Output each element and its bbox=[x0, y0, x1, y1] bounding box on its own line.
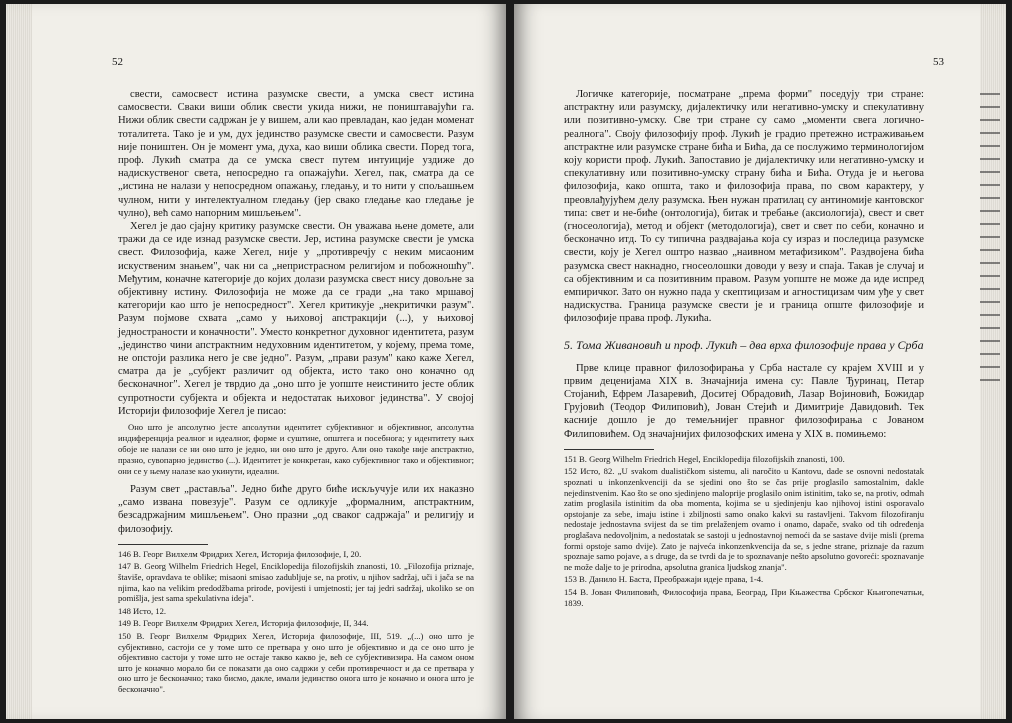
footnote: 150 В. Георг Вилхелм Фридрих Хегел, Историја филозофије, III, 519. „(...) оно што је субјективно, састоји се у томе што се претвара у оно што је објективно и да се оно што је објективно састоји у томе што не остаје такво какво је, већ се субјективизира. На самом оном што је коначно морало би се показати да оно садржи у себи противречност и да се претвара у оно што је бесконачно; тако бисмо, дакле, имали јединство онога што је коначно и онога што је бесконачно". bbox=[118, 631, 474, 695]
paragraph: свести, самосвест истина разумске свести, а умска свест истина самосвести. Сваки виши облик свести укида нижи, не поништавајући га. Нижи облик свести садржан је у вишем, али као превладан, као један моменат тоталитета. Тако је и ум, дух јединство разумске свести и самосвести. Разум није поништен. Он је момент ума, духа, као виши облика свести. Поред тога, проф. Лукић сматра да се умска свест путем интуиције уздиже до надискуственог света, непосредно га опажајући. Хегел, пак, сматра да се „истина не налази у непосредном опажању, гледању, и то нити у спољашњем чулном, нити у интелектуалном гледању (јер свако гледање као гледање је чулно), већ само напорним мишљењем". bbox=[118, 89, 474, 219]
block-quote: Оно што је апсолутно јесте апсолутни идентитет субјективног и објективног, апсолутна индиференција реалног и идеалног, форме и суштине, општега и посебнога; у идентитету њих обоје не налази се ни оно што је једно, ни оно што је друго. Али оно такође није апстрактно, празно, сувопарно јединство (...). Идентитет је конкретан, како субјективног тако и објективног; они се у њему налазе као укинути, идеални. bbox=[118, 422, 474, 477]
margin-bleed bbox=[980, 84, 1000, 384]
footnote: 153 В. Данило Н. Баста, Преображаји идеје права, 1-4. bbox=[564, 574, 764, 585]
paragraph: Хегел је дао сјајну критику разумске свести. Он уважава њене домете, али тражи да се иде изнад разумске свести. Јер, истина разумске свести је умска свест. Филозофија, каже Хегел, није у „противречју с неким мисаоним искуственим знањем", чак ни са „непристрасном религијом и побожношћу". Међутим, коначне категорије до којих долази разумска свест нису довољне за објективну истину. Филозофија не може да се гради „на тако мршавој категорији као што је непосредност". Хегел критикује „некритички разум". Разум појмове схвата „само у њиховој апстракцији (...), у њиховој једностраности и коначности". Уместо конкретног духовног идентитета, разум „јединство чини апстрактним недуховним идентитетом, у којему, према томе, не опстоји разлика него је све једно". Разум, „прави разум" како каже Хегел, сматра да је „субјект различит од објекта, исто тако оно коначно од бесконачног". Хегел је тврдио да „оно што је уопште неистинито јесте облик супротности субјекта и објекта и недостатак њиховог јединства". У својој Историји филозофије Хегел је писао: bbox=[118, 221, 474, 417]
footnote: 146 В. Георг Вилхелм Фридрих Хегел, Историја филозофије, I, 20. bbox=[118, 548, 362, 559]
paragraph: Логичке категорије, посматране „према форми" поседују три стране: апстрактну или разумску, дијалектичку или негативно-умску и спекулативну или позитивно-умску. Све три стране су само „моменти свега логично-реалнога". Своју филозофију проф. Лукић је градио претежно истраживањем апстрактне или разумске стране бића и Бића, да се послужимо терминологијом коју користи проф. Лукић. Запоставио је дијалектичку или негативно-умску и спекулативну или позитивно-умску страну бића и Бића. Отуда је и његова филозофија, како општа, тако и филозофија права, по свом карактеру, у преовлађујућем делу разумска. Њен нужан пратилац су антиномије кантовског типа: свет и не-биће (онтологија), битак и требање (аксиологија), свест и свет (гносеологија), метод и објект (методологија), свет и свет по себи, коначно и бесконачно итд. То су типична раздвајања која су израз и последица разумске свести, коју је Хегел оштро назвао „наивном метафизиком". Раздвојена бића разумска свест накнадно, гносеолошки доводи у везу и спаја. Такав је случај и са објективним и са позитивним правом. Разум уопште не може да иде испред емпиричког. Зато он нужно пада у скептицизам и агностицизам чим уђе у свет надискуства. Граница разумске свести је и граница опште филозофије и филозофије права проф. Лукића. bbox=[564, 89, 924, 325]
paragraph: Прве клице правног филозофирања у Срба настале су крајем XVIII и у првим деценијама XIX в. Значајнија имена су: Павле Ђуринац, Петар Стојанић, Ефрем Лазаревић, Доситеј Обрадовић, Лазар Војиновић, Божидар Грујовић (Теодор Филиповић), Јован Стејић и Димитрије Давидовић. Тек касније дошло је до темељнијег правног филозофирања с Јованом Филиповићем. Од значајнијих филозофских имена у XIX в. помињемо: bbox=[564, 362, 924, 440]
page-edge bbox=[6, 4, 32, 719]
page-number: 53 bbox=[933, 56, 944, 68]
footnote-rule bbox=[564, 449, 654, 450]
left-page bbox=[6, 4, 506, 719]
page-number: 52 bbox=[112, 56, 123, 68]
footnote: 148 Исто, 12. bbox=[118, 605, 167, 616]
right-page bbox=[514, 4, 1006, 719]
right-page-body bbox=[564, 88, 924, 610]
left-page-body bbox=[118, 88, 474, 697]
section-heading: 5. Тома Живановић и проф. Лукић – два врха филозофије права у Срба bbox=[564, 337, 924, 352]
footnote: 154 В. Јован Филиповић, Философија права, Београд, При Књажества Србског Књигопечатњи, 1839. bbox=[564, 587, 924, 608]
paragraph: Разум свет „раставља". Једно биће друго биће искључује или их наказно „само извана повезује". Разум се одликује „формалним, апстрактним, безсадржајним мишљењем". Оно празни „од сваког садржаја" и религију и филозофију. bbox=[118, 484, 474, 535]
footnote-rule bbox=[118, 544, 208, 545]
footnote: 152 Исто, 82. „U svakom dualističkom sistemu, ali naročito u Kantovu, dade se osnovni nedostatak spoznati u inkonzenkvenciji da se sjedini ono što se čas prije proglasilo samostalnim, dakle nejedinstvenim. Kao što se ono sjedinjeno maloprije proglasilo onim istinitim, tako se, na protiv, odmah zatim proglasila istinitim da oba momenta, kojima se u sjedinjenju kao njihovoj istini osporavalo opstojanje za sebe, imaju istine i zbiljnosti samo onako kakvi su rastavljeni. Takvom filozofiranju nedostaje jednostavna svijest da se tim prelaženjem ovamo i onamo, dapače, svako od tih određenja proglašava nedovoljnim, a nedostatak se sastoji u jednostavnoj nemoći da se sastave dvije misli (prema formi opstoje samo dvije). Zato je najveća inkonzenkvencija da se, s jedne strane, priznaje da razum spoznaje samo pojave, a s druge, da se tvrdi da je to spoznavanje nešto apsolutno govoreći: spoznavanje ne može dalje to je prirodna, apsolutna granica ljudskog znanja". bbox=[564, 466, 924, 572]
footnote: 147 В. Georg Wilhelm Friedrich Hegel, Enciklopedija filozofijskih znanosti, 10. „Filozofija priznaje, štaviše, opravdava te oblike; misaoni smisao zadubljuje se, na protiv, u njihov sadržaj, uči i jača se na njima, kao na velikim predodžbama prirode, povijesti i umjetnosti; jer taj jedri sadržaj, ukoliko se on pomišlja, jest sama spekulativna ideja". bbox=[118, 561, 474, 604]
footnote: 149 В. Георг Вилхелм Фридрих Хегел, Историја филозофије, II, 344. bbox=[118, 618, 369, 629]
footnote: 151 В. Georg Wilhelm Friedrich Hegel, Enciklopedija filozofijskih znanosti, 100. bbox=[564, 453, 845, 464]
